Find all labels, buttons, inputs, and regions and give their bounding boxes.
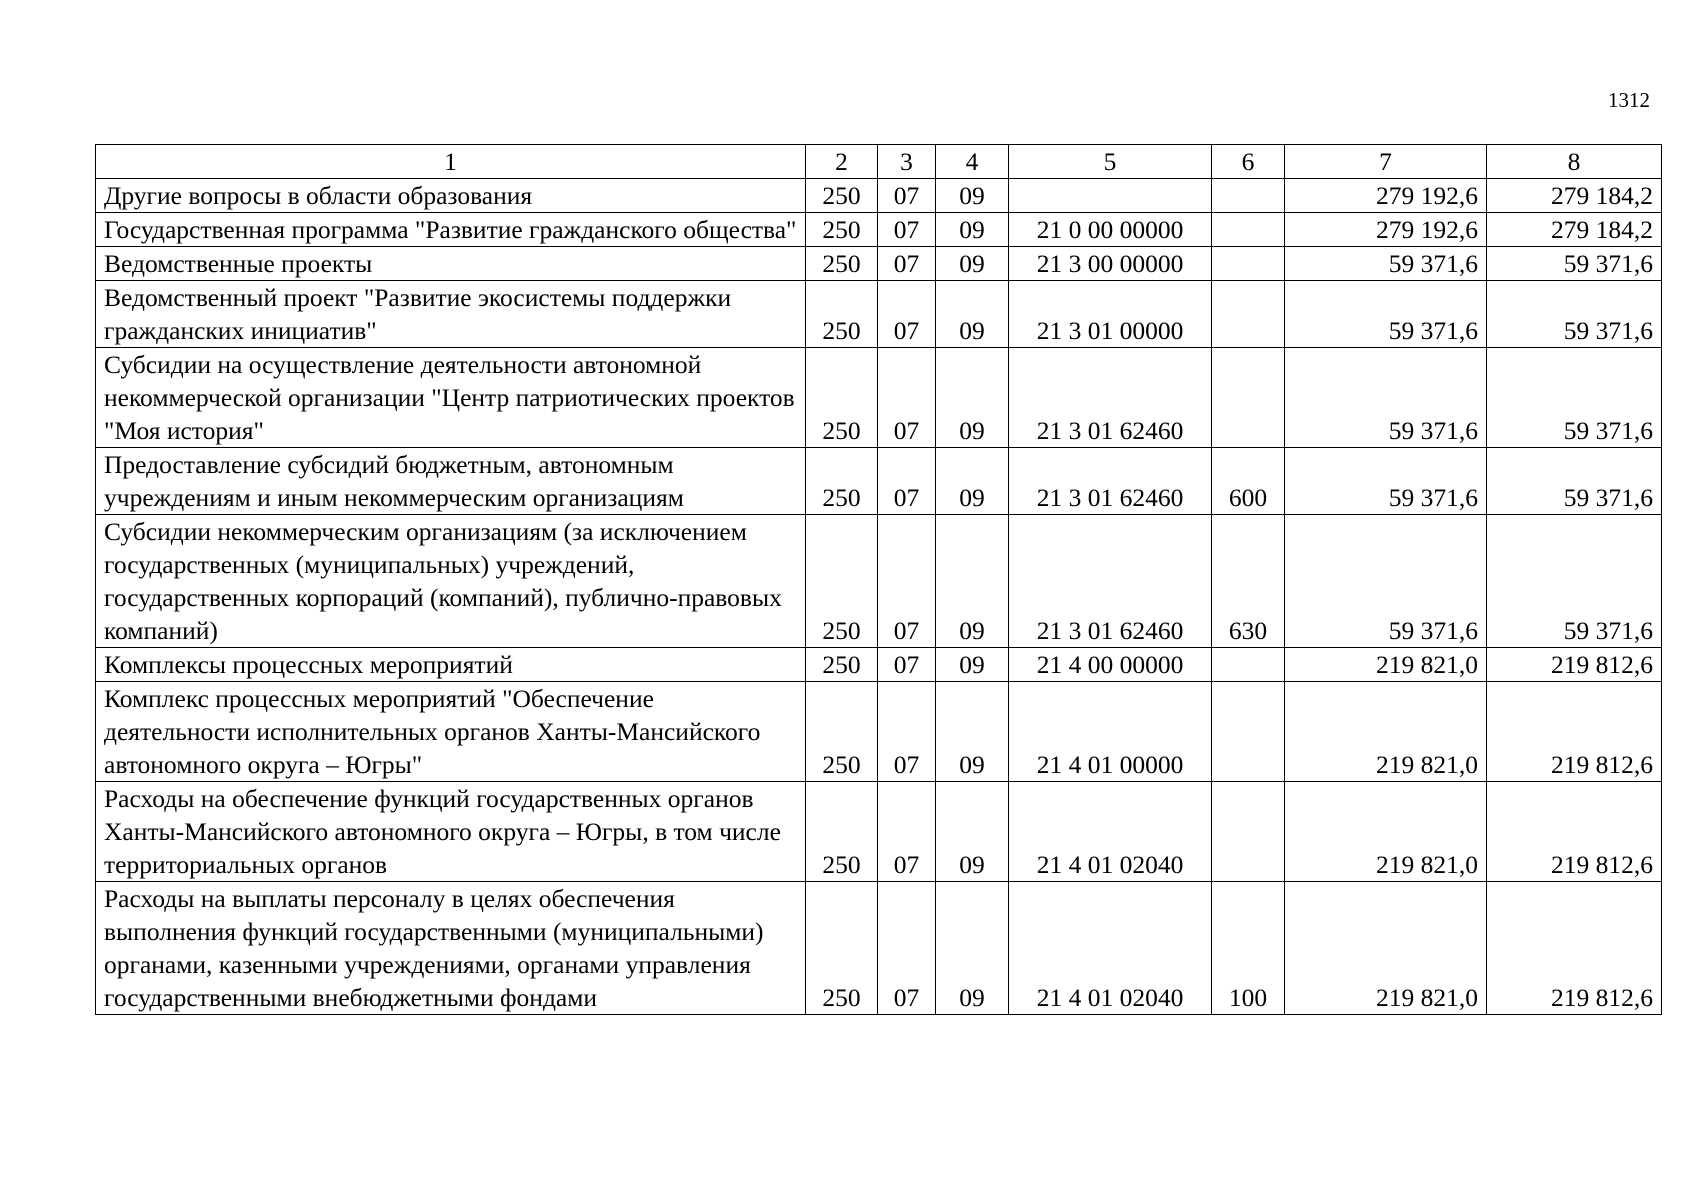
table-row bbox=[96, 515, 1662, 648]
row-name: Другие вопросы в области образования bbox=[96, 179, 806, 213]
row-sum-1: 219 821,0 bbox=[1285, 782, 1487, 882]
row-section: 07 bbox=[878, 179, 936, 213]
row-section: 07 bbox=[878, 213, 936, 247]
row-sum-1: 219 821,0 bbox=[1285, 648, 1487, 682]
row-expense-type bbox=[1212, 179, 1285, 213]
table-row bbox=[96, 247, 1662, 281]
budget-table bbox=[95, 144, 1662, 1015]
row-subsection: 09 bbox=[936, 648, 1009, 682]
row-subsection: 09 bbox=[936, 213, 1009, 247]
row-sum-2: 59 371,6 bbox=[1487, 247, 1662, 281]
row-grbs: 250 bbox=[806, 782, 878, 882]
table-row bbox=[96, 648, 1662, 682]
row-name: Комплексы процессных мероприятий bbox=[96, 648, 806, 682]
header-col-5: 5 bbox=[1009, 145, 1212, 179]
row-grbs: 250 bbox=[806, 179, 878, 213]
row-target-article bbox=[1009, 179, 1212, 213]
header-col-1: 1 bbox=[96, 145, 806, 179]
row-name: Расходы на выплаты персоналу в целях обеспечения выполнения функций государственными (муниципальными) органами, казенными учреждениями, органами управления государственными внебюджетными фондами bbox=[96, 882, 806, 1015]
row-name: Государственная программа "Развитие гражданского общества" bbox=[96, 213, 806, 247]
row-subsection: 09 bbox=[936, 179, 1009, 213]
row-sum-2: 219 812,6 bbox=[1487, 882, 1662, 1015]
row-expense-type bbox=[1212, 648, 1285, 682]
header-col-4: 4 bbox=[936, 145, 1009, 179]
row-expense-type bbox=[1212, 247, 1285, 281]
row-sum-2: 59 371,6 bbox=[1487, 348, 1662, 448]
row-sum-1: 59 371,6 bbox=[1285, 247, 1487, 281]
row-subsection: 09 bbox=[936, 348, 1009, 448]
table-row bbox=[96, 179, 1662, 213]
row-target-article: 21 4 01 02040 bbox=[1009, 882, 1212, 1015]
row-target-article: 21 3 01 62460 bbox=[1009, 448, 1212, 515]
row-name: Субсидии некоммерческим организациям (за исключением государственных (муниципальных) учреждений, государственных корпораций (компаний), публично-правовых компаний) bbox=[96, 515, 806, 648]
row-grbs: 250 bbox=[806, 281, 878, 348]
row-subsection: 09 bbox=[936, 882, 1009, 1015]
row-sum-1: 59 371,6 bbox=[1285, 281, 1487, 348]
row-sum-2: 59 371,6 bbox=[1487, 515, 1662, 648]
row-expense-type bbox=[1212, 682, 1285, 782]
row-target-article: 21 3 01 00000 bbox=[1009, 281, 1212, 348]
row-section: 07 bbox=[878, 448, 936, 515]
header-col-3: 3 bbox=[878, 145, 936, 179]
row-subsection: 09 bbox=[936, 448, 1009, 515]
row-sum-1: 59 371,6 bbox=[1285, 515, 1487, 648]
table-row bbox=[96, 882, 1662, 1015]
row-expense-type bbox=[1212, 782, 1285, 882]
row-sum-1: 59 371,6 bbox=[1285, 348, 1487, 448]
row-name: Субсидии на осуществление деятельности автономной некоммерческой организации "Центр патриотических проектов "Моя история" bbox=[96, 348, 806, 448]
table-row bbox=[96, 448, 1662, 515]
row-sum-2: 279 184,2 bbox=[1487, 213, 1662, 247]
row-target-article: 21 0 00 00000 bbox=[1009, 213, 1212, 247]
row-section: 07 bbox=[878, 515, 936, 648]
row-sum-2: 219 812,6 bbox=[1487, 782, 1662, 882]
row-subsection: 09 bbox=[936, 515, 1009, 648]
table-row bbox=[96, 682, 1662, 782]
row-section: 07 bbox=[878, 281, 936, 348]
row-grbs: 250 bbox=[806, 648, 878, 682]
row-sum-2: 59 371,6 bbox=[1487, 448, 1662, 515]
row-section: 07 bbox=[878, 682, 936, 782]
table-row bbox=[96, 782, 1662, 882]
table-row bbox=[96, 281, 1662, 348]
row-target-article: 21 3 01 62460 bbox=[1009, 348, 1212, 448]
row-subsection: 09 bbox=[936, 782, 1009, 882]
row-sum-1: 59 371,6 bbox=[1285, 448, 1487, 515]
row-target-article: 21 4 00 00000 bbox=[1009, 648, 1212, 682]
row-sum-1: 279 192,6 bbox=[1285, 179, 1487, 213]
row-grbs: 250 bbox=[806, 213, 878, 247]
row-grbs: 250 bbox=[806, 348, 878, 448]
header-col-2: 2 bbox=[806, 145, 878, 179]
header-col-6: 6 bbox=[1212, 145, 1285, 179]
row-sum-1: 279 192,6 bbox=[1285, 213, 1487, 247]
row-grbs: 250 bbox=[806, 448, 878, 515]
header-col-7: 7 bbox=[1285, 145, 1487, 179]
row-section: 07 bbox=[878, 348, 936, 448]
row-sum-2: 219 812,6 bbox=[1487, 682, 1662, 782]
row-sum-1: 219 821,0 bbox=[1285, 882, 1487, 1015]
table-header-row bbox=[96, 145, 1662, 179]
header-col-8: 8 bbox=[1487, 145, 1662, 179]
row-subsection: 09 bbox=[936, 281, 1009, 348]
row-expense-type: 600 bbox=[1212, 448, 1285, 515]
row-target-article: 21 4 01 02040 bbox=[1009, 782, 1212, 882]
row-expense-type bbox=[1212, 213, 1285, 247]
row-name: Ведомственные проекты bbox=[96, 247, 806, 281]
row-grbs: 250 bbox=[806, 882, 878, 1015]
row-expense-type bbox=[1212, 348, 1285, 448]
row-grbs: 250 bbox=[806, 515, 878, 648]
row-section: 07 bbox=[878, 882, 936, 1015]
row-expense-type: 630 bbox=[1212, 515, 1285, 648]
row-section: 07 bbox=[878, 648, 936, 682]
row-grbs: 250 bbox=[806, 682, 878, 782]
row-sum-2: 59 371,6 bbox=[1487, 281, 1662, 348]
row-grbs: 250 bbox=[806, 247, 878, 281]
row-section: 07 bbox=[878, 247, 936, 281]
table-row bbox=[96, 213, 1662, 247]
row-target-article: 21 3 01 62460 bbox=[1009, 515, 1212, 648]
table-row bbox=[96, 348, 1662, 448]
row-target-article: 21 3 00 00000 bbox=[1009, 247, 1212, 281]
page-number: 1312 bbox=[1608, 88, 1650, 112]
row-sum-2: 219 812,6 bbox=[1487, 648, 1662, 682]
row-name: Комплекс процессных мероприятий "Обеспечение деятельности исполнительных органов Ханты-Мансийского автономного округа – Югры" bbox=[96, 682, 806, 782]
row-expense-type bbox=[1212, 281, 1285, 348]
row-sum-1: 219 821,0 bbox=[1285, 682, 1487, 782]
row-expense-type: 100 bbox=[1212, 882, 1285, 1015]
row-subsection: 09 bbox=[936, 682, 1009, 782]
row-target-article: 21 4 01 00000 bbox=[1009, 682, 1212, 782]
row-section: 07 bbox=[878, 782, 936, 882]
row-name: Ведомственный проект "Развитие экосистемы поддержки гражданских инициатив" bbox=[96, 281, 806, 348]
row-subsection: 09 bbox=[936, 247, 1009, 281]
row-sum-2: 279 184,2 bbox=[1487, 179, 1662, 213]
row-name: Предоставление субсидий бюджетным, автономным учреждениям и иным некоммерческим организациям bbox=[96, 448, 806, 515]
row-name: Расходы на обеспечение функций государственных органов Ханты-Мансийского автономного округа – Югры, в том числе территориальных органов bbox=[96, 782, 806, 882]
